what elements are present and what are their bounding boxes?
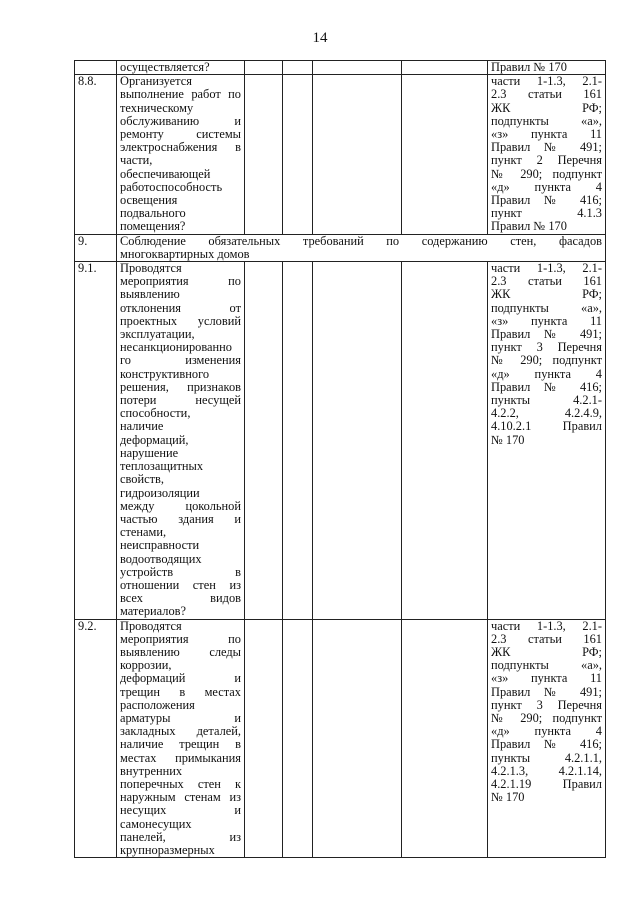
- notes-cell[interactable]: [402, 619, 488, 858]
- cell-line: Проводятся: [120, 261, 182, 276]
- cell-line: № 290; подпункт: [491, 353, 602, 368]
- cell-line: теплозащитных: [120, 459, 204, 474]
- answer-no-cell[interactable]: [283, 262, 313, 619]
- cell-line: всех видов: [120, 591, 241, 606]
- cell-line: обслуживанию и: [120, 113, 241, 128]
- cell-line: эксплуатации,: [120, 327, 195, 342]
- cell-line: «з» пункта 11: [491, 671, 602, 686]
- cell-line: решения, признаков: [120, 379, 241, 394]
- item-number: 9.1.: [75, 262, 117, 619]
- cell-line: Правил № 491;: [491, 140, 602, 155]
- legal-reference: [488, 262, 606, 619]
- cell-line: № 170: [491, 790, 525, 805]
- cell-line: несанкционированно: [120, 340, 232, 355]
- cell-line: Правил № 416;: [491, 379, 602, 394]
- cell-line: 2.3 статьи 161: [491, 87, 602, 102]
- requirement-question: [117, 619, 245, 858]
- legal-reference: [488, 619, 606, 858]
- cell-line: помещения?: [120, 219, 186, 234]
- table-body: [75, 61, 606, 858]
- cell-line: стенами,: [120, 525, 167, 540]
- cell-line: частью здания и: [120, 511, 241, 526]
- cell-line: закладных деталей,: [120, 724, 241, 739]
- cell-line: Правил № 416;: [491, 193, 602, 208]
- cell-line: материалов?: [120, 604, 187, 619]
- cell-line: между цокольной: [120, 498, 241, 513]
- cell-line: 2.3 статьи 161: [491, 631, 602, 646]
- answer-no-cell[interactable]: [283, 75, 313, 234]
- answer-yes-cell[interactable]: [245, 61, 283, 75]
- cell-line: конструктивного: [120, 366, 210, 381]
- item-number: 8.8.: [75, 75, 117, 234]
- cell-line: подпункты «а»,: [491, 300, 602, 315]
- requirements-table: [74, 60, 606, 858]
- notes-cell[interactable]: [402, 75, 488, 234]
- table-row: [75, 262, 606, 619]
- cell-line: отклонения от: [120, 300, 241, 315]
- cell-line: 2.3 статьи 161: [491, 274, 602, 289]
- section-heading: [117, 234, 606, 261]
- table-row: [75, 75, 606, 234]
- cell-line: пункт 4.1.3: [491, 206, 602, 221]
- cell-line: деформаций и: [120, 671, 241, 686]
- cell-line: ЖК РФ;: [491, 100, 602, 115]
- table-row: [75, 61, 606, 75]
- item-number: 9.2.: [75, 619, 117, 858]
- cell-line: 4.2.1.19 Правил: [491, 776, 602, 791]
- cell-line: выявлению следы: [120, 644, 241, 659]
- cell-line: обеспечивающей: [120, 166, 211, 181]
- cell-line: Правил № 170: [491, 219, 567, 234]
- table-row: [75, 619, 606, 858]
- cell-line: пункты 4.2.1-: [491, 393, 602, 408]
- cell-line: свойств,: [120, 472, 164, 487]
- cell-line: техническому: [120, 100, 194, 115]
- legal-reference: [488, 61, 606, 75]
- cell-line: части 1-1.3, 2.1-: [491, 261, 602, 276]
- requirement-question: [117, 75, 245, 234]
- cell-line: освещения: [120, 193, 178, 208]
- notes-cell[interactable]: [402, 61, 488, 75]
- answer-yes-cell[interactable]: [245, 262, 283, 619]
- cell-line: самонесущих: [120, 816, 192, 831]
- legal-reference: [488, 75, 606, 234]
- cell-line: местах примыкания: [120, 750, 241, 765]
- notes-cell[interactable]: [402, 262, 488, 619]
- cell-line: пункты 4.2.1.1,: [491, 750, 602, 765]
- cell-line: мероприятия по: [120, 631, 241, 646]
- cell-line: Правил № 170: [491, 60, 567, 74]
- cell-line: пункт 3 Перечня: [491, 340, 602, 355]
- cell-line: Правил № 491;: [491, 684, 602, 699]
- cell-line: 4.2.1.3, 4.2.1.14,: [491, 763, 602, 778]
- cell-line: арматуры и: [120, 710, 241, 725]
- answer-no-cell[interactable]: [283, 61, 313, 75]
- cell-line: Правил № 491;: [491, 327, 602, 342]
- cell-line: водоотводящих: [120, 551, 202, 566]
- cell-line: ЖК РФ;: [491, 287, 602, 302]
- cell-line: «з» пункта 11: [491, 127, 602, 142]
- cell-line: трещин в местах: [120, 684, 241, 699]
- cell-line: расположения: [120, 697, 195, 712]
- cell-line: «д» пункта 4: [491, 179, 602, 194]
- item-number: 9.: [75, 234, 117, 261]
- cell-line: многоквартирных домов: [120, 246, 250, 261]
- cell-line: Соблюдение обязательных требований по содержанию стен, фасадов: [120, 234, 602, 248]
- answer-na-cell[interactable]: [313, 75, 402, 234]
- cell-line: № 290; подпункт: [491, 710, 602, 725]
- cell-line: поперечных стен к: [120, 776, 241, 791]
- answer-na-cell[interactable]: [313, 61, 402, 75]
- cell-line: внутренних: [120, 763, 183, 778]
- cell-line: ремонту системы: [120, 127, 241, 142]
- cell-line: выявлению: [120, 287, 180, 302]
- cell-line: работоспособность: [120, 179, 223, 194]
- answer-na-cell[interactable]: [313, 262, 402, 619]
- cell-line: го изменения: [120, 353, 241, 368]
- requirement-question: [117, 61, 245, 75]
- cell-line: части 1-1.3, 2.1-: [491, 619, 602, 633]
- cell-line: части,: [120, 153, 153, 168]
- cell-line: неисправности: [120, 538, 200, 553]
- cell-line: «д» пункта 4: [491, 366, 602, 381]
- cell-line: «з» пункта 11: [491, 313, 602, 328]
- cell-line: осуществляется?: [120, 60, 210, 74]
- cell-line: пункт 2 Перечня: [491, 153, 602, 168]
- cell-line: проектных условий: [120, 313, 241, 328]
- item-number: [75, 61, 117, 75]
- answer-yes-cell[interactable]: [245, 75, 283, 234]
- cell-line: 4.2.2, 4.2.4.9,: [491, 406, 602, 421]
- requirement-question: [117, 262, 245, 619]
- cell-line: части 1-1.3, 2.1-: [491, 74, 602, 89]
- cell-line: несущих и: [120, 803, 241, 818]
- table-row: [75, 234, 606, 261]
- answer-yes-cell[interactable]: [245, 619, 283, 858]
- cell-line: коррозии,: [120, 658, 172, 673]
- answer-no-cell[interactable]: [283, 619, 313, 858]
- cell-line: способности,: [120, 406, 191, 421]
- cell-line: Проводятся: [120, 619, 182, 633]
- cell-line: подвального: [120, 206, 186, 221]
- page-number: 14: [312, 30, 328, 46]
- cell-line: наличие: [120, 419, 164, 434]
- cell-line: мероприятия по: [120, 274, 241, 289]
- cell-line: деформаций,: [120, 432, 189, 447]
- cell-line: № 170: [491, 432, 525, 447]
- cell-line: нарушение: [120, 445, 179, 460]
- cell-line: «д» пункта 4: [491, 724, 602, 739]
- cell-line: Организуется: [120, 74, 192, 89]
- cell-line: панелей, из: [120, 829, 241, 844]
- cell-line: ЖК РФ;: [491, 644, 602, 659]
- cell-line: устройств в: [120, 564, 241, 579]
- cell-line: подпункты «а»,: [491, 113, 602, 128]
- cell-line: отношении стен из: [120, 577, 241, 592]
- cell-line: наружным стенам из: [120, 790, 241, 805]
- cell-line: подпункты «а»,: [491, 658, 602, 673]
- cell-line: пункт 3 Перечня: [491, 697, 602, 712]
- cell-line: потери несущей: [120, 393, 241, 408]
- cell-line: № 290; подпункт: [491, 166, 602, 181]
- cell-line: электроснабжения в: [120, 140, 241, 155]
- cell-line: 4.10.2.1 Правил: [491, 419, 602, 434]
- answer-na-cell[interactable]: [313, 619, 402, 858]
- cell-line: выполнение работ по: [120, 87, 241, 102]
- cell-line: крупноразмерных: [120, 842, 215, 857]
- cell-line: Правил № 416;: [491, 737, 602, 752]
- cell-line: гидроизоляции: [120, 485, 200, 500]
- cell-line: наличие трещин в: [120, 737, 241, 752]
